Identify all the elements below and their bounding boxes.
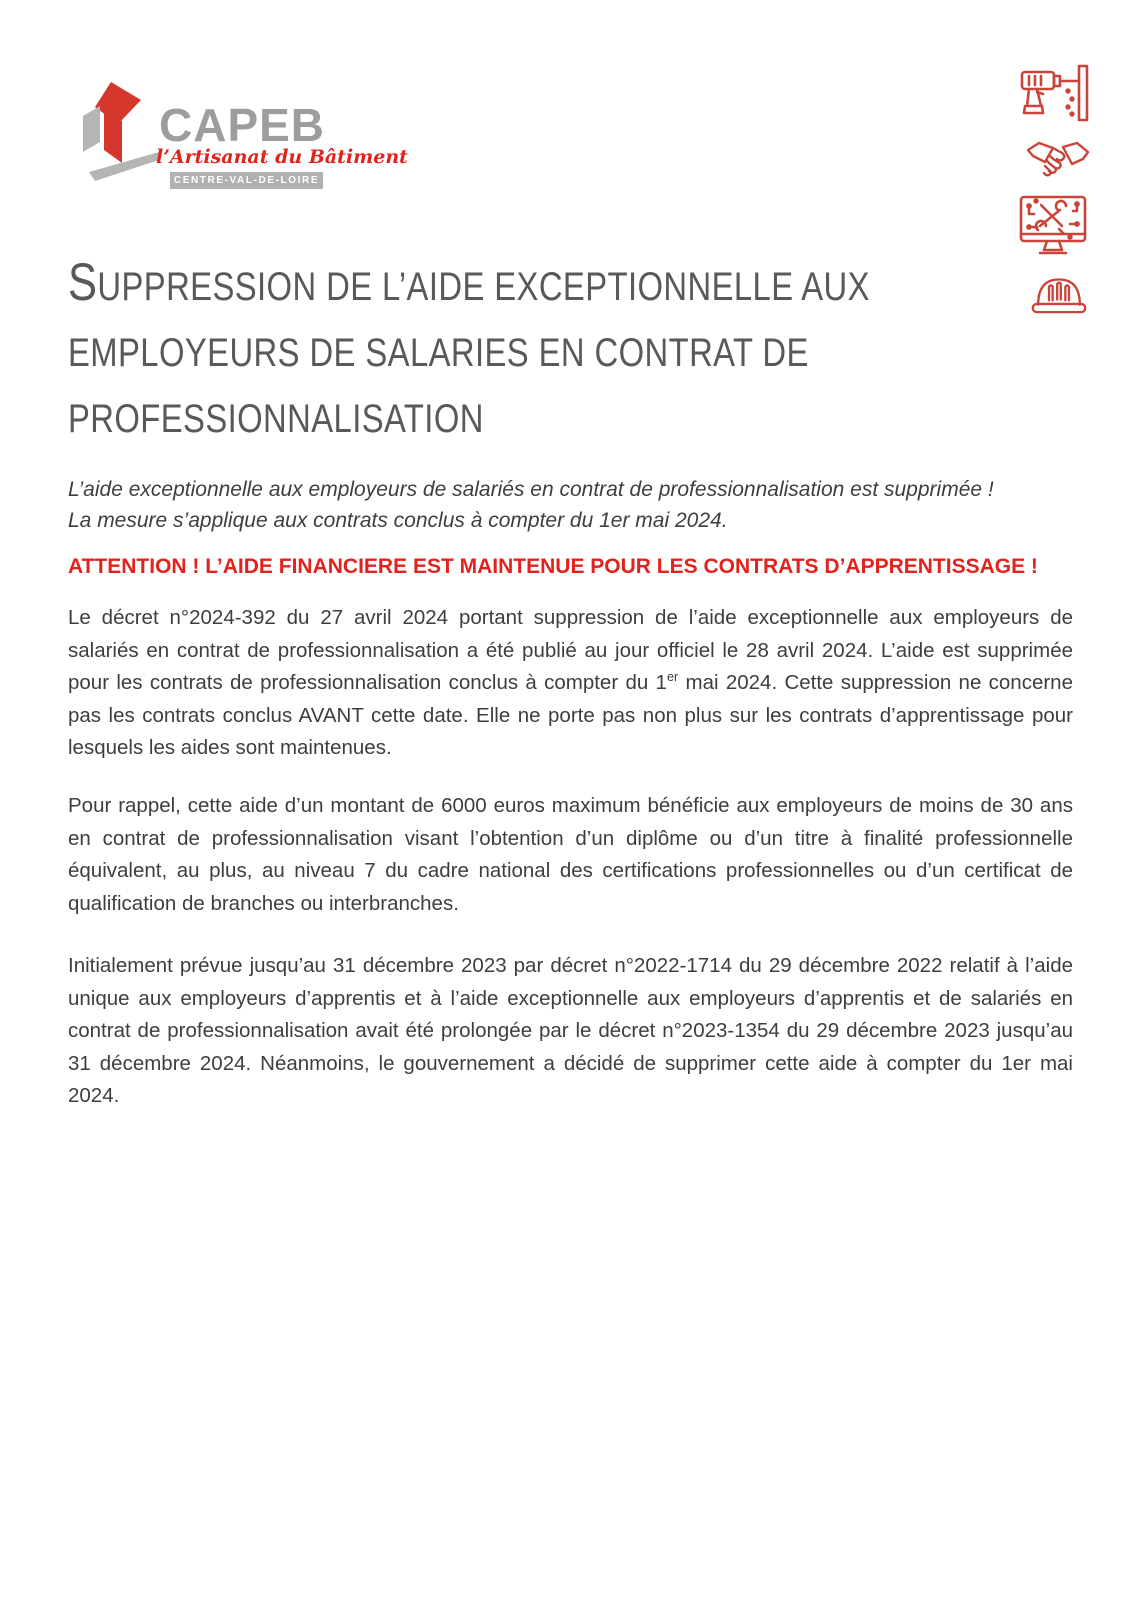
- paragraph-decret-text-b: mai 2024. Cette suppression ne concerne pas les contrats conclus AVANT cette date. Elle ne porte pas non plus sur les contrats d’apprentissage pour lesquels les aides sont maintenues.: [68, 671, 1073, 759]
- ordinal-superscript: er: [666, 669, 679, 685]
- paragraph-decret-text-a: Le décret n°2024-392 du 27 avril 2024 portant suppression de l’aide exceptionnelle aux employeurs de salariés en contrat de professionnalisation a été publié au jour officiel le 28 avril 2024. L’aide est supprimée pour les contrats de professionnalisation conclus à compter du 1: [68, 606, 1073, 694]
- capeb-logo: [75, 80, 408, 195]
- capeb-tagline: l’Artisanat du Bâtiment: [156, 146, 408, 168]
- paragraph-historique: Initialement prévue jusqu’au 31 décembre 2023 par décret n°2022-1714 du 29 décembre 2022 relatif à l’aide unique aux employeurs d’apprentis et à l’aide exceptionnelle aux employeurs d’apprentis et de salariés en contrat de professionnalisation avait été prolongée par le décret n°2023-1354 du 29 décembre 2023 jusqu’au 31 décembre 2024. Néanmoins, le gouvernement a décidé de supprimer cette aide à compter du 1er mai 2024.: [68, 954, 1073, 1107]
- capeb-region-band: CENTRE-VAL-DE-LOIRE: [170, 172, 323, 189]
- paragraph-rappel: Pour rappel, cette aide d’un montant de 6000 euros maximum bénéficie aux employeurs de moins de 30 ans en contrat de professionnalisation visant l’obtention d’un diplôme ou d’un titre à finalité professionnelle équivalent, au plus, au niveau 7 du cadre national des certifications professionnelles ou d’un certificat de qualification de branches ou interbranches.: [68, 794, 1073, 915]
- title-line-1-text: UPPRESSION DE L’AIDE EXCEPTIONNELLE AUX: [97, 265, 870, 309]
- title-drop-cap: S: [68, 253, 98, 312]
- monitor-tools-icon: [1016, 194, 1090, 260]
- handshake-icon: [1026, 138, 1090, 182]
- intro-line-2: La mesure s’applique aux contrats conclus à compter du 1er mai 2024.: [68, 509, 728, 532]
- drill-icon: [1016, 64, 1090, 122]
- page-title: [68, 250, 988, 452]
- hardhat-icon: [1030, 270, 1088, 318]
- title-line-1: [68, 250, 870, 320]
- paragraph-decret: [68, 602, 1073, 765]
- intro-text: [68, 474, 1073, 536]
- attention-banner: ATTENTION ! L’AIDE FINANCIERE EST MAINTENUE POUR LES CONTRATS D’APPRENTISSAGE !: [68, 555, 1038, 578]
- capeb-brand-name: CAPEB: [159, 99, 326, 151]
- intro-line-1: L’aide exceptionnelle aux employeurs de salariés en contrat de professionnalisation est supprimée !: [68, 478, 994, 501]
- capeb-logo-mark-icon: [75, 80, 159, 188]
- title-line-3: PROFESSIONNALISATION: [68, 397, 484, 441]
- title-line-2: EMPLOYEURS DE SALARIES EN CONTRAT DE: [68, 331, 809, 375]
